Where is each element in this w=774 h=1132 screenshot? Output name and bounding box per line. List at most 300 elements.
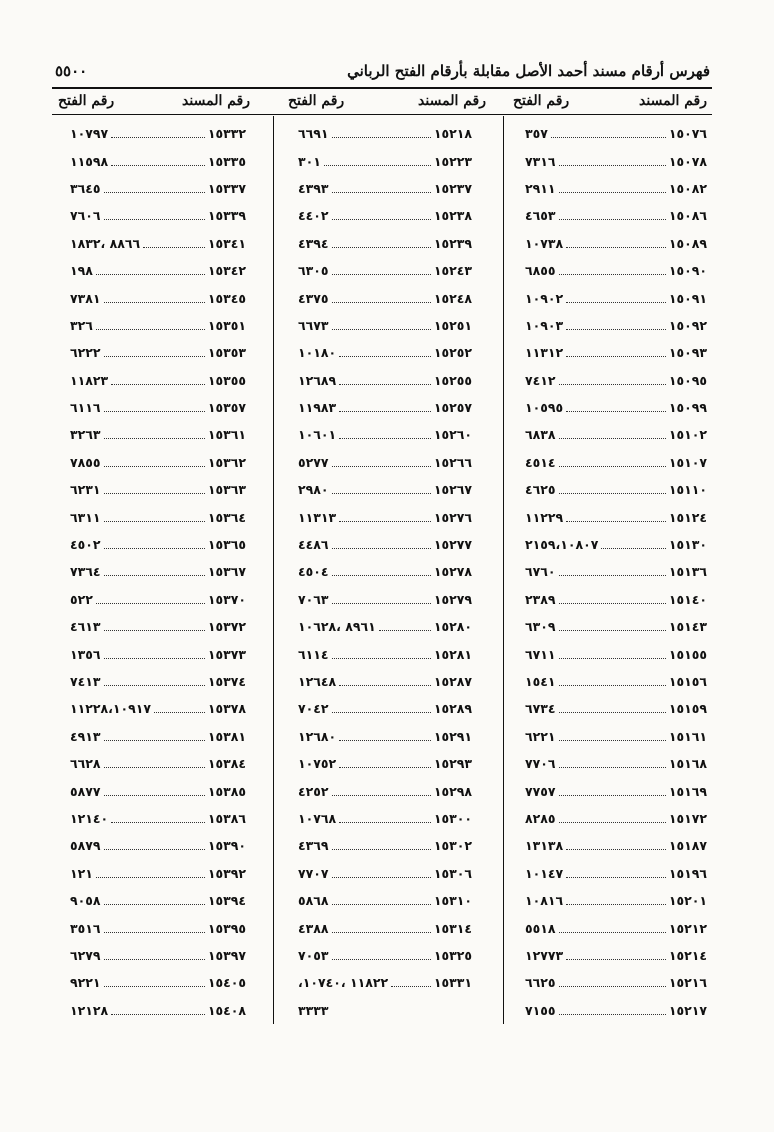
fath-number: ١٠٦٠١ — [298, 427, 337, 443]
musnad-number: ١٥٣٠٢ — [433, 838, 472, 854]
index-row — [298, 147, 472, 174]
fath-number: ٩٠٥٨ — [70, 893, 101, 909]
dot-leader — [104, 219, 205, 220]
dot-leader — [559, 685, 666, 686]
dot-leader — [559, 658, 666, 659]
musnad-number: ١٥٢٩٣ — [433, 756, 472, 772]
musnad-number: ١٥٢٦٦ — [433, 454, 472, 470]
musnad-number: ١٥٠٧٨ — [668, 153, 707, 169]
dot-leader — [566, 411, 666, 412]
dot-leader — [104, 466, 205, 467]
musnad-label: رقم المسند — [639, 93, 707, 109]
musnad-number: ١٥٠٩٥ — [668, 372, 707, 388]
dot-leader — [332, 219, 431, 220]
musnad-number: ١٥٣٦١ — [207, 427, 246, 443]
index-row — [70, 805, 246, 832]
index-row — [298, 695, 472, 722]
dot-leader — [559, 493, 666, 494]
fath-number: ٤٣٧٥ — [298, 290, 329, 306]
musnad-number: ١٥٢٤٣ — [433, 263, 472, 279]
index-row — [525, 640, 707, 667]
dot-leader — [96, 603, 205, 604]
fath-number: ٧١٥٥ — [525, 1002, 556, 1018]
index-row — [525, 887, 707, 914]
index-row — [70, 914, 246, 941]
musnad-number: ١٥٣٧٠ — [207, 591, 246, 607]
index-row — [525, 421, 707, 448]
dot-leader — [332, 548, 431, 549]
index-row — [525, 942, 707, 969]
dot-leader — [332, 575, 431, 576]
dot-leader — [332, 795, 431, 796]
fath-number: ٤٣٦٩ — [298, 838, 329, 854]
dot-leader — [96, 329, 205, 330]
fath-number: ٤٣٩٣ — [298, 180, 329, 196]
fath-number: ٧٤١٢ — [525, 372, 556, 388]
fath-number: ١١٥٩٨ — [70, 153, 109, 169]
index-row — [70, 860, 246, 887]
fath-number: ١١٢٢٩ — [525, 509, 564, 525]
dot-leader — [339, 767, 431, 768]
fath-number: ١١٣١٣ — [298, 509, 337, 525]
fath-number: ١٠١٨٠ — [298, 345, 337, 361]
index-row — [298, 175, 472, 202]
index-row — [70, 312, 246, 339]
dot-leader — [332, 959, 431, 960]
header-rule — [52, 87, 712, 89]
fath-number: ٤٤٠٢ — [298, 208, 329, 224]
dot-leader — [154, 712, 205, 713]
musnad-number: ١٥٢٧٧ — [433, 537, 472, 553]
index-row — [70, 147, 246, 174]
fath-number: ١١٩٨٣ — [298, 400, 337, 416]
index-row — [298, 284, 472, 311]
index-row — [525, 586, 707, 613]
dot-leader — [111, 137, 205, 138]
dot-leader — [104, 438, 205, 439]
dot-leader — [324, 165, 431, 166]
dot-leader — [339, 411, 431, 412]
musnad-number: ١٥١٥٦ — [668, 674, 707, 689]
dot-leader — [559, 1014, 666, 1015]
dot-leader — [104, 575, 205, 576]
index-row — [525, 257, 707, 284]
musnad-number: ١٥٣٦٤ — [207, 509, 246, 525]
index-row — [298, 202, 472, 229]
index-row — [70, 284, 246, 311]
dot-leader — [104, 740, 205, 741]
dot-leader — [332, 302, 431, 303]
fath-number: ٧٣١٦ — [525, 153, 556, 169]
fath-number: ٣٥١٦ — [70, 920, 101, 936]
fath-number: ١٠٨١٦ — [525, 893, 564, 909]
musnad-number: ١٥٢٣٧ — [433, 180, 472, 196]
dot-leader — [339, 438, 431, 439]
musnad-number: ١٥٢١٨ — [433, 126, 472, 142]
fath-label: رقم الفتح — [513, 93, 570, 109]
fath-number: ٤٢٥٢ — [298, 783, 329, 799]
musnad-number: ١٥٣٧٨ — [207, 701, 246, 717]
dot-leader — [339, 822, 431, 823]
index-row — [70, 750, 246, 777]
musnad-number: ١٥٣٨٦ — [207, 810, 246, 826]
fath-number: ١٥٤١ — [525, 674, 556, 689]
dot-leader — [559, 219, 666, 220]
index-row — [70, 695, 246, 722]
fath-number: ٧٧٠٦ — [525, 756, 556, 772]
fath-number: ٦٦٧٣ — [298, 317, 329, 333]
fath-number: ١٢٦٨٩ — [298, 372, 337, 388]
fath-number: ٣٢٦٣ — [70, 427, 101, 443]
musnad-number: ١٥٣٥١ — [207, 317, 246, 333]
musnad-number: ١٥٢١٧ — [668, 1002, 707, 1018]
musnad-number: ١٥٢٥١ — [433, 317, 472, 333]
dot-leader — [601, 548, 665, 549]
index-row — [525, 531, 707, 558]
index-row — [525, 175, 707, 202]
index-row — [298, 558, 472, 585]
musnad-number: ١٥٢٨١ — [433, 646, 472, 662]
musnad-number: ١٥١٤٠ — [668, 591, 707, 607]
dot-leader — [104, 986, 205, 987]
dot-leader — [566, 302, 666, 303]
dot-leader — [339, 740, 431, 741]
index-row — [525, 202, 707, 229]
dot-leader — [559, 712, 666, 713]
index-row — [70, 367, 246, 394]
dot-leader — [332, 603, 431, 604]
column-divider — [273, 116, 274, 1024]
dot-leader — [332, 849, 431, 850]
index-row — [525, 120, 707, 147]
musnad-number: ١٥٣٣٧ — [207, 180, 246, 196]
fath-label: رقم الفتح — [58, 93, 115, 109]
index-row — [70, 777, 246, 804]
fath-number: ٢٩١١ — [525, 180, 556, 196]
fath-number: ٧٧٠٧ — [298, 865, 329, 881]
index-row — [70, 887, 246, 914]
musnad-number: ١٥٢٢٣ — [433, 153, 472, 169]
index-row — [298, 750, 472, 777]
musnad-number: ١٥١٠٧ — [668, 454, 707, 470]
musnad-number: ١٥٢٧٩ — [433, 591, 472, 607]
index-row — [70, 832, 246, 859]
fath-number: ٨٨٦٦ ،١٨٣٢ — [70, 235, 141, 251]
dot-leader — [559, 603, 666, 604]
index-row — [525, 805, 707, 832]
column-divider — [503, 116, 504, 1024]
fath-number: ٤٣٩٤ — [298, 235, 329, 251]
dot-leader — [104, 932, 205, 933]
index-row — [298, 805, 472, 832]
musnad-number: ١٥٣٣١ — [433, 975, 472, 991]
musnad-number: ١٥١٣٠ — [668, 537, 707, 553]
fath-number: ٥٢٧٧ — [298, 454, 329, 470]
fath-number: ٢٣٨٩ — [525, 591, 556, 607]
index-row — [525, 832, 707, 859]
index-row — [525, 695, 707, 722]
fath-number: ١٢١٢٨ — [70, 1002, 109, 1018]
index-row — [70, 175, 246, 202]
fath-number: ٩٢٢١ — [70, 975, 101, 991]
musnad-number: ١٥١٤٣ — [668, 619, 707, 635]
musnad-number: ١٥٢٦٧ — [433, 482, 472, 498]
musnad-number: ١٥٣٦٧ — [207, 564, 246, 580]
musnad-label: رقم المسند — [182, 93, 250, 109]
index-row — [70, 997, 246, 1024]
fath-number: ٥٢٢ — [70, 591, 93, 607]
musnad-number: ١٥٠٧٦ — [668, 126, 707, 142]
fath-number: ٤٣٨٨ — [298, 920, 329, 936]
index-row — [525, 558, 707, 585]
index-row — [70, 394, 246, 421]
fath-number: ٦٨٣٨ — [525, 427, 556, 443]
index-row — [298, 120, 472, 147]
index-row — [70, 668, 246, 695]
fath-number: ٧٦٠٦ — [70, 208, 101, 224]
index-row — [70, 531, 246, 558]
index-row — [70, 586, 246, 613]
musnad-number: ١٥٣٠٦ — [433, 865, 472, 881]
fath-number: ٦١١٦ — [70, 400, 101, 416]
musnad-number: ١٥٠٩٠ — [668, 263, 707, 279]
dot-leader — [339, 521, 431, 522]
musnad-number: ١٥١١٠ — [668, 482, 707, 498]
fath-number: ٣٣٣٣ — [298, 1002, 329, 1018]
dot-leader — [566, 904, 666, 905]
index-row — [298, 503, 472, 530]
dot-leader — [104, 904, 205, 905]
index-row — [298, 421, 472, 448]
dot-leader — [559, 767, 666, 768]
dot-leader — [96, 274, 205, 275]
musnad-number: ١٥٢٧٦ — [433, 509, 472, 525]
index-row — [70, 476, 246, 503]
musnad-number: ١٥٣٥٥ — [207, 372, 246, 388]
musnad-number: ١٥١٥٩ — [668, 701, 707, 717]
dot-leader — [104, 849, 205, 850]
index-row — [298, 777, 472, 804]
fath-number: ٨٩٦١ ،١٠٦٢٨ — [298, 619, 376, 635]
dot-leader — [339, 356, 431, 357]
index-row — [298, 942, 472, 969]
fath-number: ٦٦٢٨ — [70, 756, 101, 772]
fath-number: ٦٧١١ — [525, 646, 556, 662]
dot-leader — [559, 740, 666, 741]
index-row — [298, 449, 472, 476]
musnad-number: ١٥٢٨٠ — [433, 619, 472, 635]
dot-leader — [566, 356, 666, 357]
fath-number: ٧٤١٣ — [70, 674, 101, 689]
musnad-number: ١٥٣٩٧ — [207, 947, 246, 963]
index-column-2 — [298, 120, 472, 1024]
dot-leader — [379, 630, 431, 631]
index-row — [70, 969, 246, 996]
musnad-number: ١٥٢١٤ — [668, 947, 707, 963]
index-column-3 — [70, 120, 246, 1024]
fath-number: ١١٣١٢ — [525, 345, 564, 361]
dot-leader — [559, 986, 666, 987]
musnad-number: ١٥٠٨٦ — [668, 208, 707, 224]
index-row — [298, 367, 472, 394]
fath-number: ٤٤٨٦ — [298, 537, 329, 553]
index-row — [70, 202, 246, 229]
fath-label: رقم الفتح — [288, 93, 345, 109]
dot-leader — [332, 192, 431, 193]
musnad-number: ١٥٢٩١ — [433, 728, 472, 744]
fath-number: ١٢٦٨٠ — [298, 728, 337, 744]
musnad-number: ١٥٣٤٢ — [207, 263, 246, 279]
dot-leader — [339, 685, 431, 686]
index-row — [298, 312, 472, 339]
musnad-number: ١٥٣٧٣ — [207, 646, 246, 662]
index-row — [525, 668, 707, 695]
index-row — [525, 914, 707, 941]
fath-number: ٣٠١ — [298, 153, 321, 169]
musnad-number: ١٥٣٥٣ — [207, 345, 246, 361]
dot-leader — [391, 986, 431, 987]
musnad-number: ١٥١٣٦ — [668, 564, 707, 580]
index-row — [525, 723, 707, 750]
fath-number: ٣٢٦ — [70, 317, 93, 333]
fath-number: ٢١٥٩،١٠٨٠٧ — [525, 537, 599, 553]
fath-number: ٧٧٥٧ — [525, 783, 556, 799]
fath-number: ٦٢٢١ — [525, 728, 556, 744]
fath-number: ١٢٧٧٣ — [525, 947, 564, 963]
musnad-number: ١٥٣٦٢ — [207, 454, 246, 470]
fath-number: ٤٦٢٥ — [525, 482, 556, 498]
index-row — [525, 777, 707, 804]
dot-leader — [566, 329, 666, 330]
column-header-rule — [52, 114, 712, 115]
musnad-number: ١٥٢١٦ — [668, 975, 707, 991]
musnad-number: ١٥٣١٠ — [433, 893, 472, 909]
musnad-number: ١٥٤٠٥ — [207, 975, 246, 991]
dot-leader — [559, 165, 666, 166]
index-row — [298, 394, 472, 421]
fath-number: ٧٣٦٤ — [70, 564, 101, 580]
dot-leader — [96, 877, 205, 878]
index-row — [525, 230, 707, 257]
dot-leader — [559, 466, 666, 467]
index-row — [525, 613, 707, 640]
dot-leader — [104, 767, 205, 768]
index-row — [70, 558, 246, 585]
musnad-number: ١٥٣٣٩ — [207, 208, 246, 224]
index-row — [298, 640, 472, 667]
musnad-number: ١٥١٥٥ — [668, 646, 707, 662]
fath-number: ١٢٦٤٨ — [298, 674, 337, 689]
musnad-number: ١٥٤٠٨ — [207, 1002, 246, 1018]
dot-leader — [104, 493, 205, 494]
fath-number: ٦٢٣١ — [70, 482, 101, 498]
page-title: فهرس أرقام مسند أحمد الأصل مقابلة بأرقام الفتح الرباني — [347, 62, 710, 80]
dot-leader — [566, 849, 666, 850]
musnad-number: ١٥٣٤١ — [207, 235, 246, 251]
dot-leader — [559, 822, 666, 823]
dot-leader — [332, 466, 431, 467]
musnad-number: ١٥٣١٤ — [433, 920, 472, 936]
musnad-number: ١٥٣٢٥ — [433, 947, 472, 963]
fath-number: ٧٨٥٥ — [70, 454, 101, 470]
fath-number: ٧٠٦٣ — [298, 591, 329, 607]
fath-number: ٦٨٥٥ — [525, 263, 556, 279]
fath-number: ٥٨٧٧ — [70, 783, 101, 799]
dot-leader — [559, 438, 666, 439]
musnad-number: ١٥١٦١ — [668, 728, 707, 744]
fath-number: ٦٢٧٩ — [70, 947, 101, 963]
dot-leader — [566, 521, 666, 522]
index-row — [525, 394, 707, 421]
index-row — [298, 723, 472, 750]
fath-number: ١١٨٢٣ — [70, 372, 109, 388]
fath-number: ٦٧٣٤ — [525, 701, 556, 717]
index-row — [525, 449, 707, 476]
index-row — [298, 668, 472, 695]
dot-leader — [339, 384, 431, 385]
dot-leader — [104, 630, 205, 631]
musnad-number: ١٥٢٩٨ — [433, 783, 472, 799]
dot-leader — [104, 521, 205, 522]
fath-number: ١٠١٤٧ — [525, 865, 564, 881]
fath-number: ٤٥٠٢ — [70, 537, 101, 553]
musnad-number: ١٥٠٩١ — [668, 290, 707, 306]
musnad-number: ١٥٢٤٨ — [433, 290, 472, 306]
fath-number: ١٠٧٦٨ — [298, 810, 337, 826]
fath-number: ٤٥١٤ — [525, 454, 556, 470]
dot-leader — [332, 329, 431, 330]
musnad-number: ١٥١٩٦ — [668, 865, 707, 881]
fath-number: ١٠٧٩٧ — [70, 126, 109, 142]
fath-number: ٧٠٥٣ — [298, 947, 329, 963]
index-row — [298, 832, 472, 859]
fath-number: ١٠٧٣٨ — [525, 235, 564, 251]
fath-number: ٦١١٤ — [298, 646, 329, 662]
dot-leader — [332, 137, 431, 138]
running-header — [55, 58, 710, 88]
fath-number: ١٠٩٠٢ — [525, 290, 564, 306]
index-row — [298, 476, 472, 503]
dot-leader — [104, 356, 205, 357]
fath-number: ١٠٩٠٣ — [525, 317, 564, 333]
musnad-number: ١٥٣٦٣ — [207, 482, 246, 498]
dot-leader — [332, 904, 431, 905]
fath-number: ٤٦٥٣ — [525, 208, 556, 224]
musnad-number: ١٥٢٥٥ — [433, 372, 472, 388]
index-row — [70, 503, 246, 530]
dot-leader — [111, 384, 205, 385]
fath-number: ١١٨٢٢ ،١٠٧٤٠، — [298, 975, 389, 991]
musnad-number: ١٥١٢٤ — [668, 509, 707, 525]
musnad-number: ١٥٢٠١ — [668, 893, 707, 909]
fath-number: ٦٦٢٥ — [525, 975, 556, 991]
index-row — [70, 230, 246, 257]
dot-leader — [111, 822, 205, 823]
musnad-number: ١٥٣٠٠ — [433, 810, 472, 826]
fath-number: ١٠٧٥٢ — [298, 756, 337, 772]
musnad-number: ١٥٢٦٠ — [433, 427, 472, 443]
fath-number: ٦٣٠٩ — [525, 619, 556, 635]
index-row — [70, 421, 246, 448]
index-row — [525, 750, 707, 777]
dot-leader — [104, 795, 205, 796]
musnad-number: ١٥٠٩٢ — [668, 317, 707, 333]
dot-leader — [332, 658, 431, 659]
musnad-number: ١٥٣٦٥ — [207, 537, 246, 553]
musnad-number: ١٥٣٥٧ — [207, 400, 246, 416]
musnad-number: ١٥٠٨٢ — [668, 180, 707, 196]
dot-leader — [104, 959, 205, 960]
